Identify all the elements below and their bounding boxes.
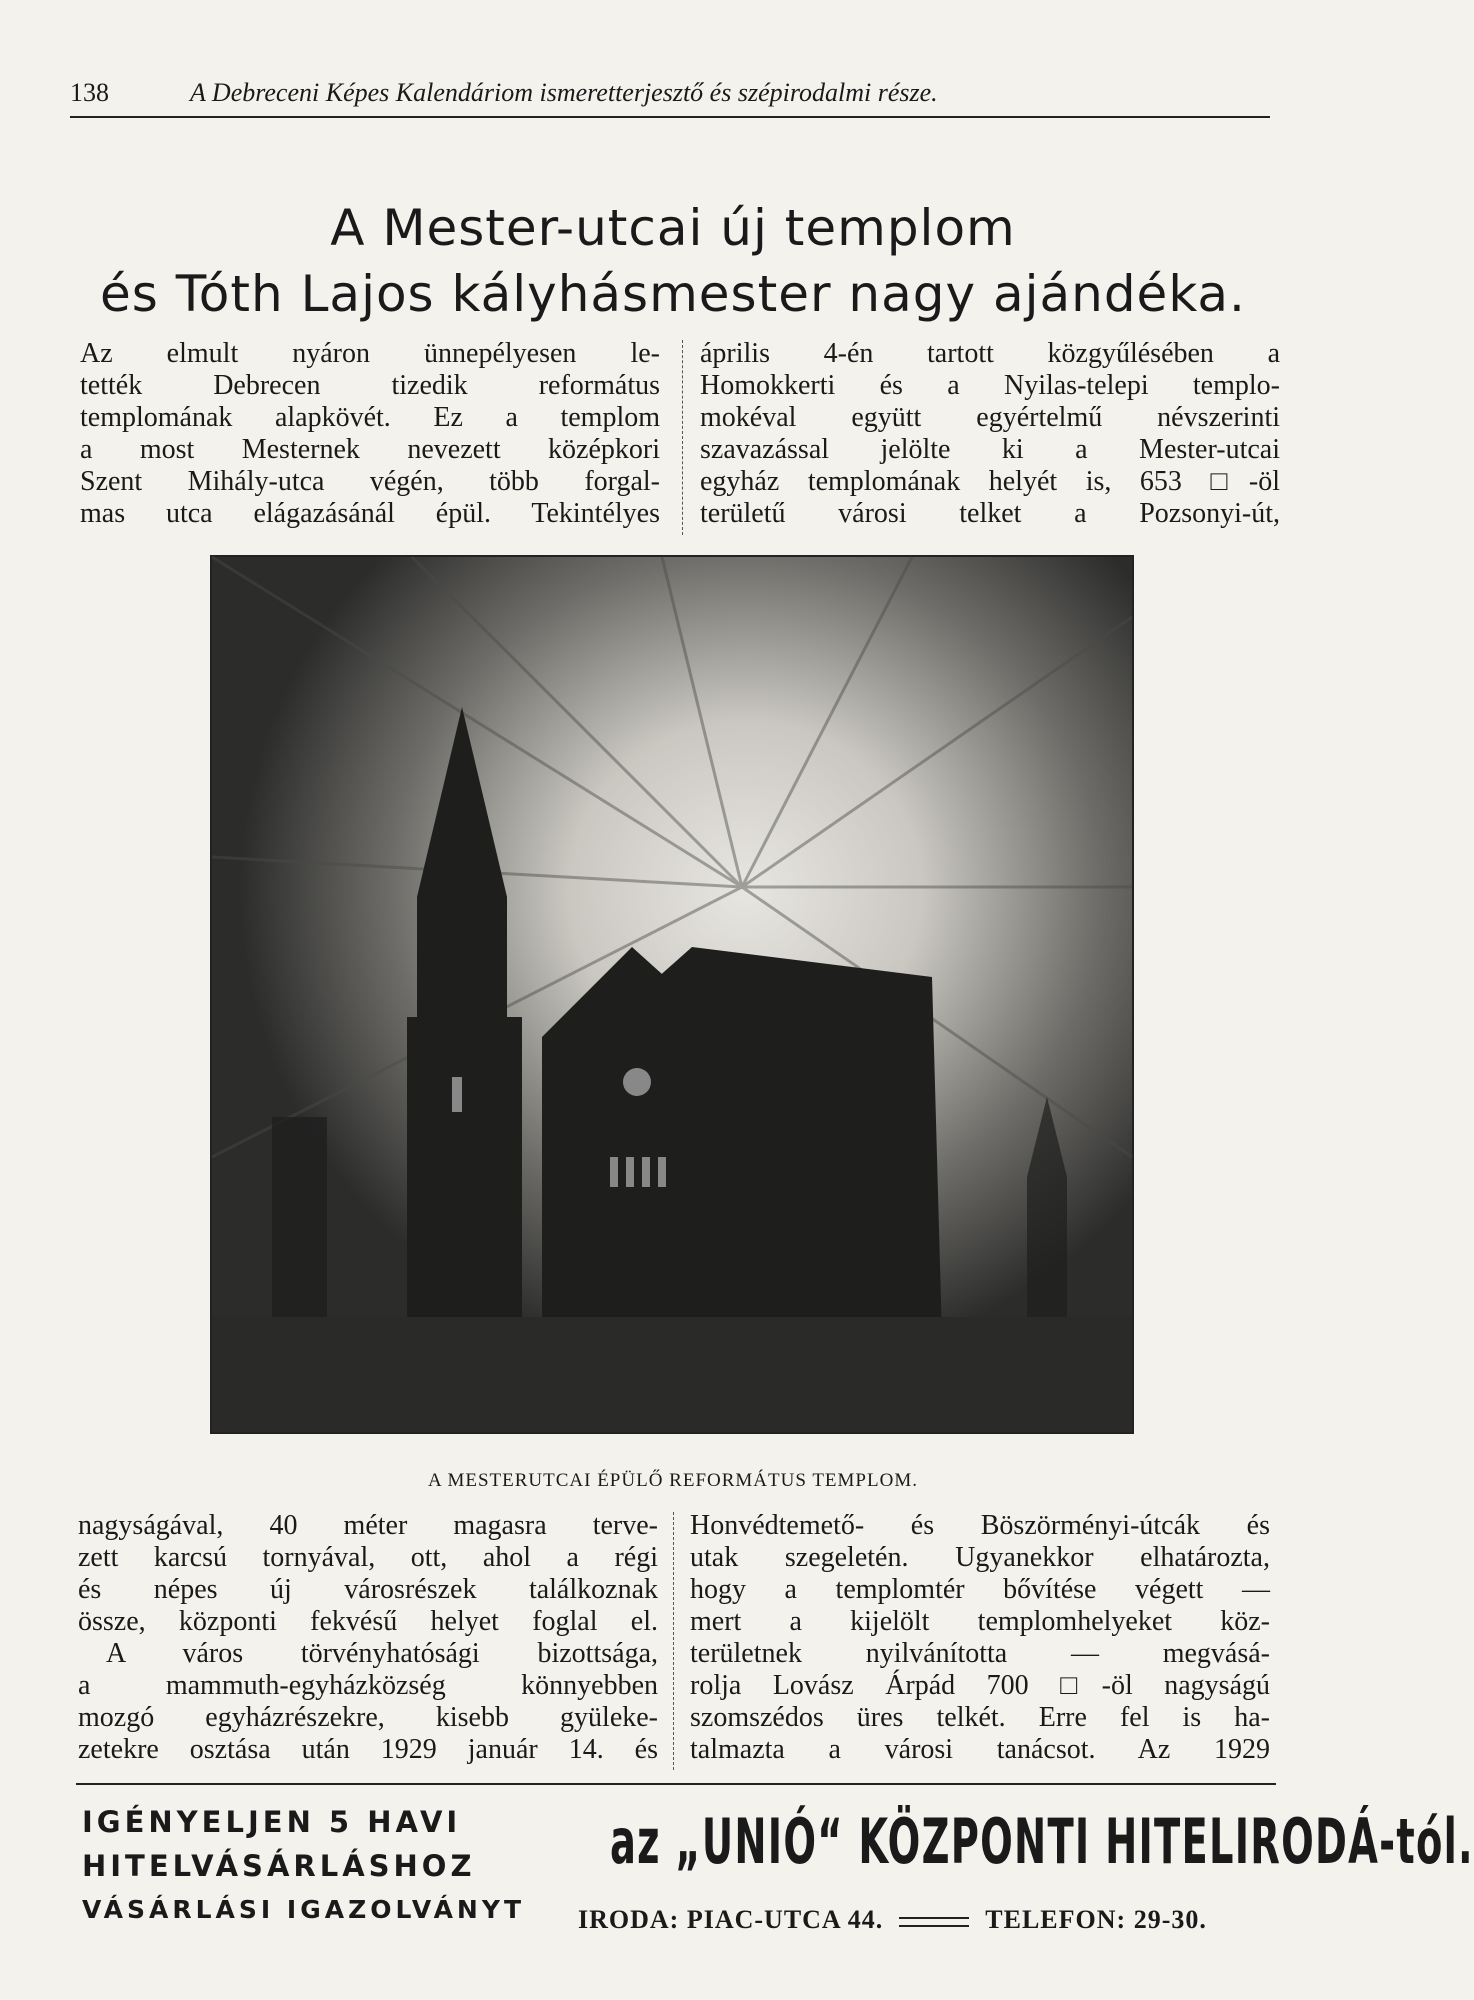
running-title: A Debreceni Képes Kalendáriom ismeretterjesztő és szépirodalmi része.: [190, 78, 938, 107]
text-line: rolja Lovász Árpád 700 □-öl nagyságú: [690, 1670, 1270, 1701]
column-2: [700, 338, 1280, 530]
advert-left: [82, 1800, 525, 1932]
text-line: Szent Mihály-utca végén, több forgal-: [80, 466, 660, 497]
text-line: mozgó egyházrészekre, kisebb gyüleke-: [78, 1702, 658, 1733]
column-1: [80, 338, 660, 530]
column-divider: [673, 1512, 674, 1770]
article-title: [0, 195, 1346, 327]
text-line: a most Mesternek nevezett középkori: [80, 434, 660, 465]
running-header: [70, 78, 1270, 118]
text-line: és népes új városrészek találkoznak: [78, 1574, 658, 1605]
advert-phone: TELEFON: 29-30.: [985, 1905, 1207, 1934]
advert-company-name: az „UNIÓ“ KÖZPONTI HITELIRODÁ-tól.: [610, 1805, 1474, 1878]
text-line: április 4-én tartott közgyűlésében a: [700, 338, 1280, 369]
text-line: szomszédos üres telkét. Erre fel is ha-: [690, 1702, 1270, 1733]
text-line: talmazta a városi tanácsot. Az 1929: [690, 1734, 1270, 1765]
title-line-2: és Tóth Lajos kályhásmester nagy ajándéka.: [100, 265, 1246, 323]
text-line: Az elmult nyáron ünnepélyesen le-: [80, 338, 660, 369]
advert-line-2: HITELVÁSÁRLÁSHOZ: [82, 1849, 476, 1883]
advert-contact: [578, 1905, 1207, 1935]
text-line: utak szegeletén. Ugyanekkor elhatározta,: [690, 1542, 1270, 1573]
column-divider: [682, 340, 683, 535]
double-rule: [899, 1917, 969, 1927]
text-line: össze, központi fekvésű helyet foglal el.: [78, 1606, 658, 1637]
text-line: templomának alapkövét. Ez a templom: [80, 402, 660, 433]
text-line: mokéval együtt egyértelmű névszerinti: [700, 402, 1280, 433]
text-line: zett karcsú tornyával, ott, ahol a régi: [78, 1542, 658, 1573]
text-line: tették Debrecen tizedik református: [80, 370, 660, 401]
text-line: Homokkerti és a Nyilas-telepi templo-: [700, 370, 1280, 401]
text-line: hogy a templomtér bővítése végett —: [690, 1574, 1270, 1605]
column-4: [690, 1510, 1270, 1766]
text-line: mert a kijelölt templomhelyeket köz-: [690, 1606, 1270, 1637]
text-line: egyház templomának helyét is, 653 □-öl: [700, 466, 1280, 497]
title-line-1: A Mester-utcai új templom: [330, 199, 1016, 257]
text-line: területű városi telket a Pozsonyi-út,: [700, 498, 1280, 529]
text-line: Honvédtemető- és Böszörményi-útcák és: [690, 1510, 1270, 1541]
text-line: a mammuth-egyházközség könnyebben: [78, 1670, 658, 1701]
photo-caption: A MESTERUTCAI ÉPÜLŐ REFORMÁTUS TEMPLOM.: [428, 1470, 918, 1491]
text-line: A város törvényhatósági bizottsága,: [106, 1638, 658, 1669]
advert-line-3: VÁSÁRLÁSI IGAZOLVÁNYT: [82, 1895, 526, 1924]
text-line: szavazással jelölte ki a Mester-utcai: [700, 434, 1280, 465]
advert-office: IRODA: PIAC-UTCA 44.: [578, 1905, 884, 1934]
text-line: zetekre osztása után 1929 január 14. és: [78, 1734, 658, 1765]
text-line: mas utca elágazásánál épül. Tekintélyes: [80, 498, 660, 529]
church-photo: [210, 555, 1134, 1434]
text-line: területnek nyilvánította — megvásá-: [690, 1638, 1270, 1669]
text-line: nagyságával, 40 méter magasra terve-: [78, 1510, 658, 1541]
page-number: 138: [70, 78, 109, 107]
church-illustration: [212, 557, 1132, 1432]
advert-line-1: IGÉNYELJEN 5 HAVI: [82, 1805, 462, 1839]
advert-rule: [76, 1783, 1276, 1785]
column-3: [78, 1510, 658, 1766]
